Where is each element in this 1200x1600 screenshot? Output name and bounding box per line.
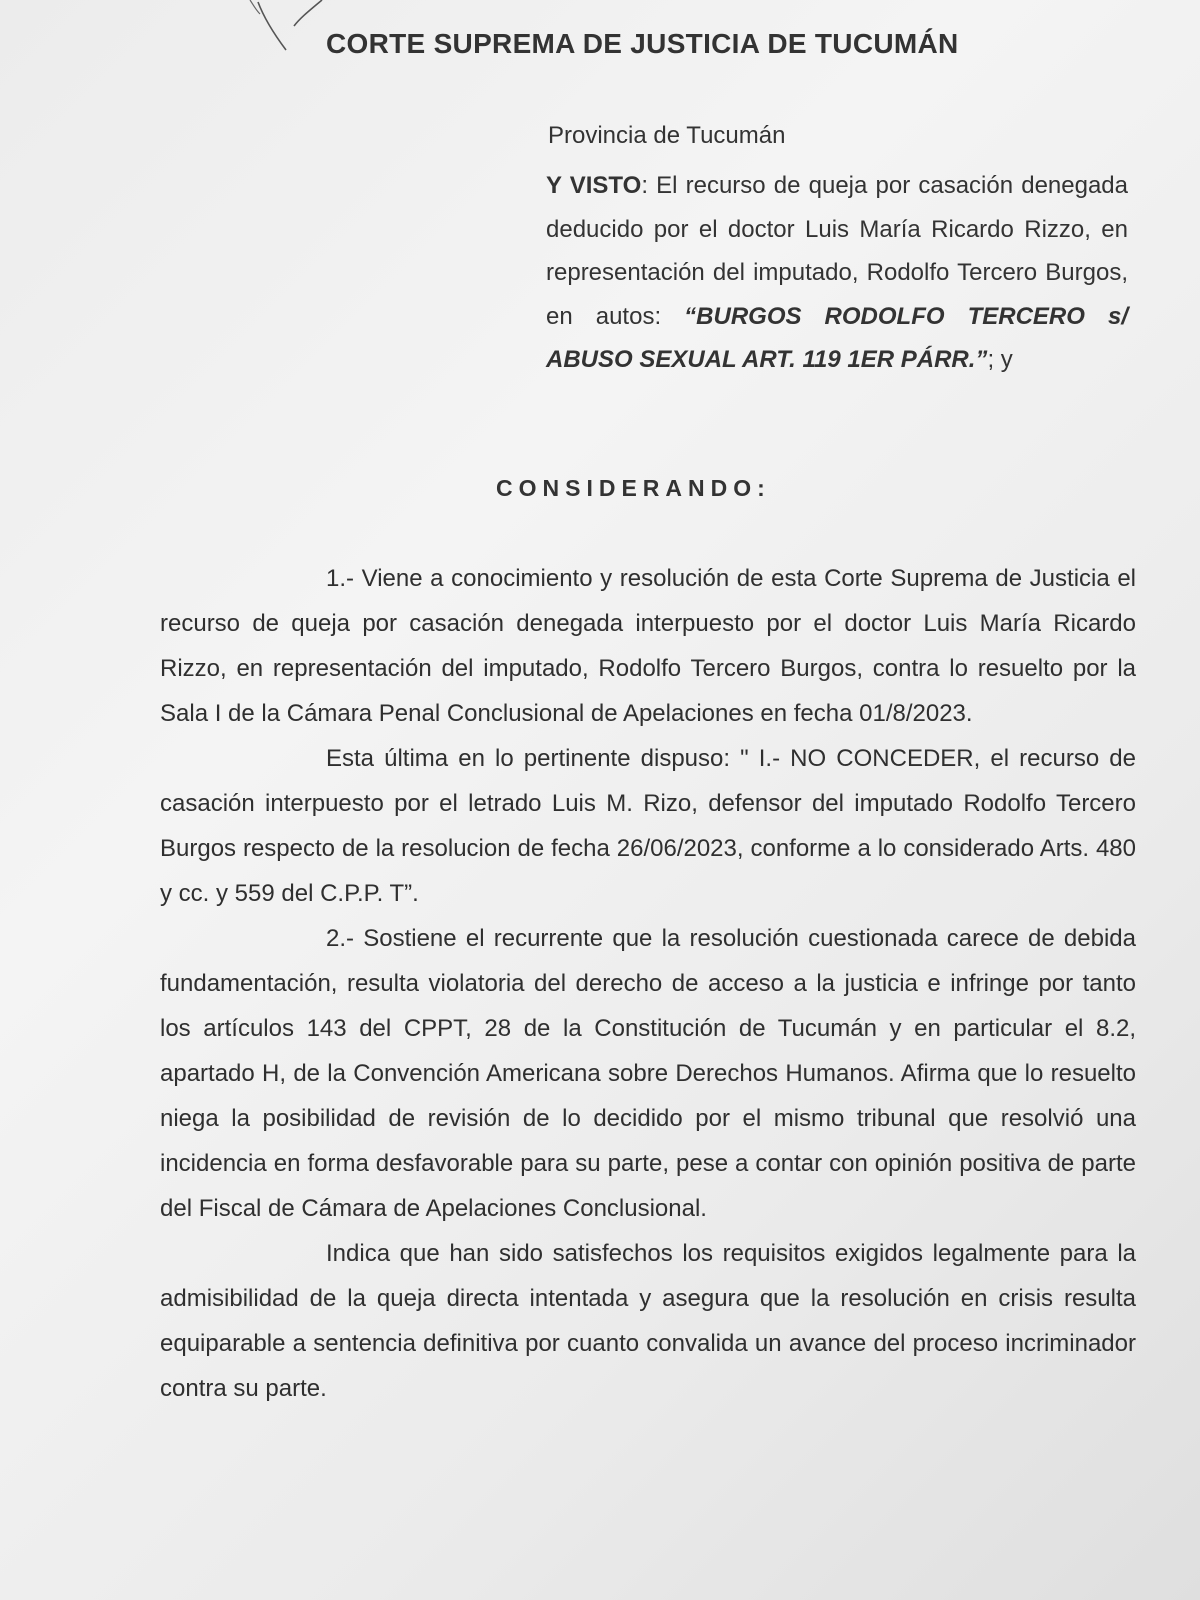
visto-paragraph bbox=[546, 164, 1128, 382]
considerando-heading: CONSIDERANDO: bbox=[496, 475, 771, 501]
province-line: Provincia de Tucumán bbox=[548, 122, 786, 149]
visto-closing: ; y bbox=[987, 346, 1013, 373]
paragraph-2: Esta última en lo pertinente dispuso: " I.- NO CONCEDER, el recurso de casación interpuesto por el letrado Luis M. Rizo, defensor del imputado Rodolfo Tercero Burgos respecto de la resolucion de fecha 26/06/2023, conforme a lo considerado Arts. 480 y cc. y 559 del C.P.P. T”. bbox=[160, 745, 1136, 907]
visto-text: : El recurso de queja por casación denegada deducido por el doctor Luis María Ricardo Rizzo, en representación del imputado, Rodolfo Tercero Burgos, en autos: bbox=[546, 172, 1128, 330]
paragraph-3: 2.- Sostiene el recurrente que la resolución cuestionada carece de debida fundamentación, resulta violatoria del derecho de acceso a la justicia e infringe por tanto los artículos 143 del CPPT, 28 de la Constitución de Tucumán y en particular el 8.2, apartado H, de la Convención Americana sobre Derechos Humanos. Afirma que lo resuelto niega la posibilidad de revisión de lo decidido por el mismo tribunal que resolvió una incidencia en forma desfavorable para su parte, pese a contar con opinión positiva de parte del Fiscal de Cámara de Apelaciones Conclusional. bbox=[160, 925, 1136, 1222]
paragraph-4: Indica que han sido satisfechos los requisitos exigidos legalmente para la admisibilidad de la queja directa intentada y asegura que la resolución en crisis resulta equiparable a sentencia definitiva por cuanto convalida un avance del proceso incriminador contra su parte. bbox=[160, 1240, 1136, 1402]
visto-label: Y VISTO bbox=[546, 172, 642, 199]
case-caption: “BURGOS RODOLFO TERCERO s/ ABUSO SEXUAL ART. 119 1ER PÁRR.” bbox=[546, 302, 1128, 373]
court-title: CORTE SUPREMA DE JUSTICIA DE TUCUMÁN bbox=[326, 28, 959, 59]
paragraph-1: 1.- Viene a conocimiento y resolución de esta Corte Suprema de Justicia el recurso de queja por casación denegada interpuesto por el doctor Luis María Ricardo Rizzo, en representación del imputado, Rodolfo Tercero Burgos, contra lo resuelto por la Sala I de la Cámara Penal Conclusional de Apelaciones en fecha 01/8/2023. bbox=[160, 565, 1136, 727]
considerando-body bbox=[160, 556, 1136, 1411]
handwritten-scribble-mark bbox=[240, 0, 330, 55]
